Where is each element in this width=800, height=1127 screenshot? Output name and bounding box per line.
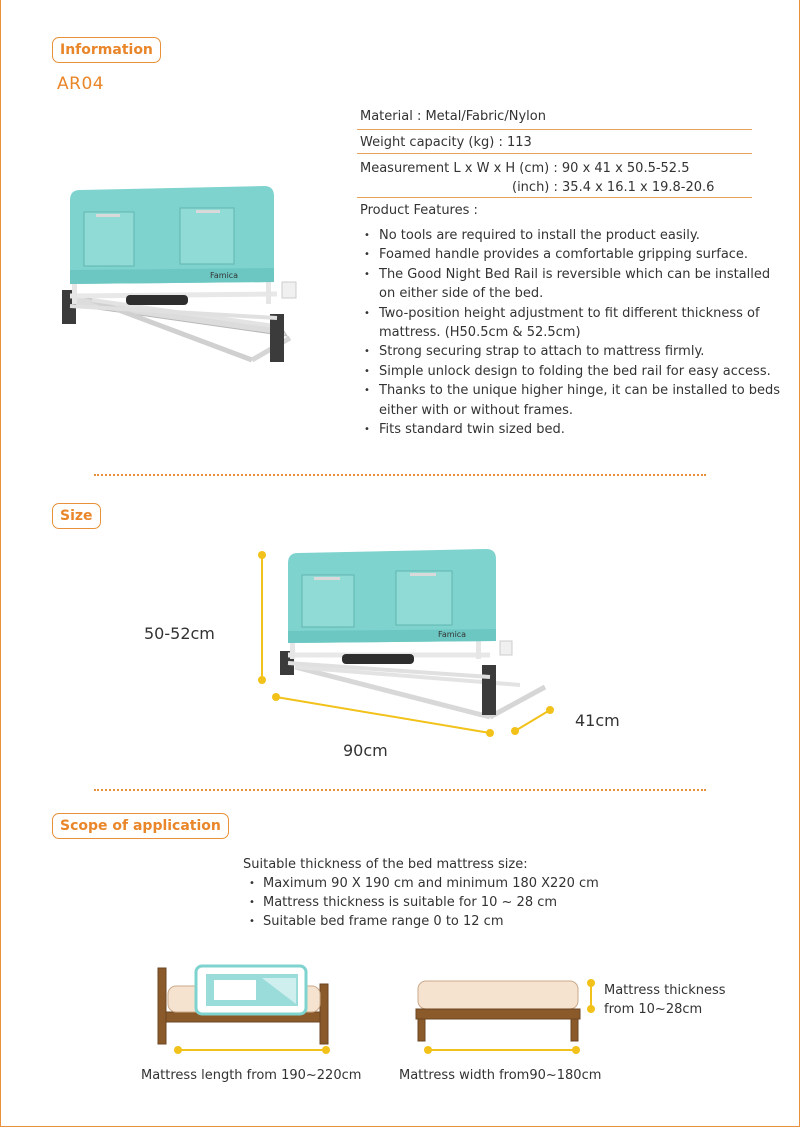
model-number: AR04 xyxy=(57,74,105,94)
list-item: • Strong securing strap to attach to mattress firmly. xyxy=(363,342,783,361)
depth-dimension-label: 41cm xyxy=(575,711,620,730)
list-item: • The Good Night Bed Rail is reversible which can be installed on either side of the bed. xyxy=(363,265,783,304)
scope-list xyxy=(243,855,663,931)
spec-weight: Weight capacity (kg) : 113 xyxy=(357,130,752,154)
bed-rail-dimension-diagram xyxy=(250,545,560,750)
list-item: • No tools are required to install the product easily. xyxy=(363,226,783,245)
list-item: • Two-position height adjustment to fit different thickness of mattress. (H50.5cm & 52.5cm) xyxy=(363,304,783,343)
divider xyxy=(94,474,706,476)
feature-list xyxy=(363,226,783,439)
thickness-caption-line2: from 10~28cm xyxy=(604,1002,703,1017)
spec-measurement: Measurement L x W x H (cm) : 90 x 41 x 50.5-52.5 (inch) : 35.4 x 16.1 x 19.8-20.6 xyxy=(357,154,752,198)
scope-lead: Suitable thickness of the bed mattress size: xyxy=(243,857,528,872)
height-dimension-label: 50-52cm xyxy=(144,624,215,643)
list-item: • Mattress thickness is suitable for 10 ~ 28 cm xyxy=(243,893,663,912)
scope-heading: Scope of application xyxy=(52,813,229,839)
svg-text:Famica: Famica xyxy=(438,630,467,639)
bed-rail-product-image xyxy=(52,178,302,368)
length-caption: Mattress length from 190~220cm xyxy=(141,1068,362,1083)
size-heading: Size xyxy=(52,503,101,529)
bed-length-diagram xyxy=(150,962,350,1057)
divider xyxy=(94,789,706,791)
information-heading: Information xyxy=(52,37,161,63)
list-item: • Thanks to the unique higher hinge, it can be installed to beds either with or without frames. xyxy=(363,381,783,420)
list-item: • Maximum 90 X 190 cm and minimum 180 X220 cm xyxy=(243,874,663,893)
list-item: • Simple unlock design to folding the bed rail for easy access. xyxy=(363,362,783,381)
thickness-caption-line1: Mattress thickness xyxy=(604,983,726,998)
features-title: Product Features : xyxy=(360,203,478,218)
mattress-width-diagram xyxy=(408,975,608,1057)
length-dimension-label: 90cm xyxy=(343,741,388,760)
list-item: • Foamed handle provides a comfortable gripping surface. xyxy=(363,245,783,264)
list-item: • Suitable bed frame range 0 to 12 cm xyxy=(243,912,663,931)
list-item: • Fits standard twin sized bed. xyxy=(363,420,783,439)
width-caption: Mattress width from90~180cm xyxy=(399,1068,602,1083)
brand-label: Famica xyxy=(210,271,239,280)
spec-material: Material : Metal/Fabric/Nylon xyxy=(357,107,752,130)
